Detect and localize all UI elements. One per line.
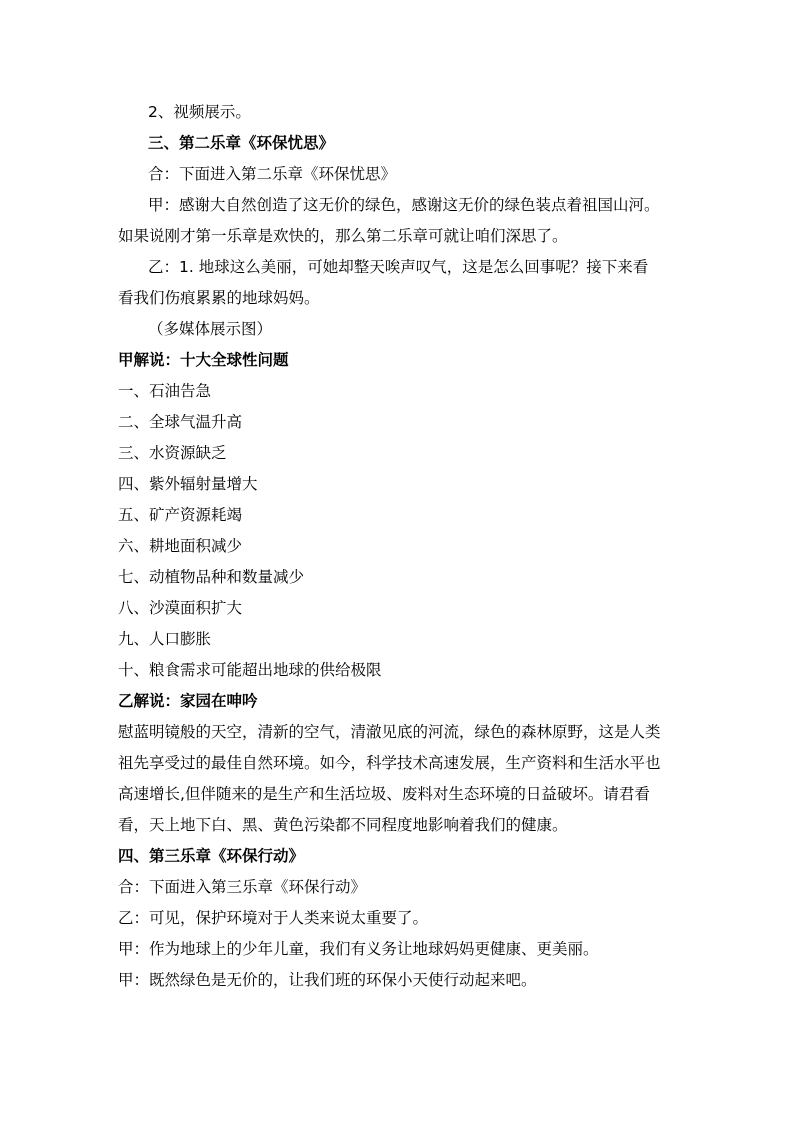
line-yi-protect: 乙：可见，保护环境对于人类来说太重要了。 [118,909,429,927]
list-item: 十、粮食需求可能超出地球的供给极限 [118,661,382,679]
line-jia-action: 甲：既然绿色是无价的，让我们班的环保小天使行动起来吧。 [118,971,537,989]
heading-chapter-three: 四、第三乐章《环保行动》 [118,847,305,865]
list-item: 七、动植物品种和数量减少 [118,568,305,586]
list-item: 一、石油告急 [118,382,212,400]
heading-jia-commentary: 甲解说：十大全球性问题 [118,351,289,369]
heading-chapter-two: 三、第二乐章《环保忧思》 [148,134,335,152]
paragraph-line: 慰蓝明镜般的天空，清新的空气，清澈见底的河流，绿色的森林原野，这是人类 [118,723,661,741]
list-item: 三、水资源缺乏 [118,444,227,462]
line-jia-thanks: 甲：感谢大自然创造了这无价的绿色，感谢这无价的绿色装点着祖国山河。 [148,196,660,214]
list-item: 九、人口膨胀 [118,630,212,648]
list-item: 四、紫外辐射量增大 [118,475,258,493]
line-yi-earth: 乙：1. 地球这么美丽，可她却整天唉声叹气，这是怎么回事呢？接下来看 [148,258,649,276]
paragraph-line: 看，天上地下白、黑、黄色污染都不同程度地影响着我们的健康。 [118,816,568,834]
line-yi-earth-cont: 看我们伤痕累累的地球妈妈。 [118,289,320,307]
line-together-intro-three: 合：下面进入第三乐章《环保行动》 [118,878,367,896]
list-item: 八、沙漠面积扩大 [118,599,243,617]
line-jia-thanks-cont: 如果说刚才第一乐章是欢快的，那么第二乐章可就让咱们深思了。 [118,227,568,245]
paragraph-line: 祖先享受过的最佳自然环境。如今，科学技术高速发展，生产资料和生活水平也 [118,754,661,772]
line-together-intro-two: 合：下面进入第二乐章《环保忧思》 [148,165,397,183]
heading-yi-commentary: 乙解说：家园在呻吟 [118,692,258,710]
line-video: 2、视频展示。 [148,103,251,121]
line-multimedia: （多媒体展示图） [148,320,273,338]
list-item: 六、耕地面积减少 [118,537,243,555]
list-item: 五、矿产资源耗竭 [118,506,243,524]
paragraph-line: 高速增长,但伴随来的是生产和生活垃圾、废料对生态环境的日益破坏。请君看 [118,785,650,803]
line-jia-duty: 甲：作为地球上的少年儿童，我们有义务让地球妈妈更健康、更美丽。 [118,940,599,958]
list-item: 二、全球气温升高 [118,413,243,431]
